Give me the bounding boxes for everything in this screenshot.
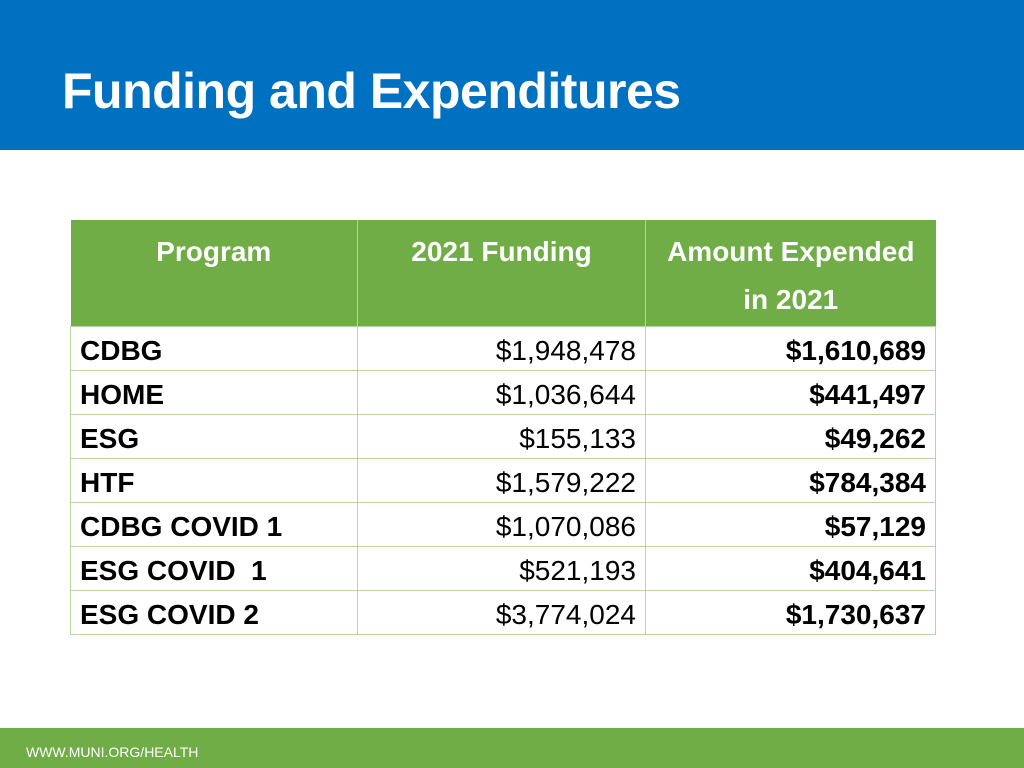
program-cell: CDBG [71, 327, 358, 371]
expended-cell: $57,129 [646, 503, 936, 547]
table-header-row [71, 220, 936, 327]
table-row [71, 547, 936, 591]
expended-cell: $49,262 [646, 415, 936, 459]
table-row [71, 415, 936, 459]
program-cell: HTF [71, 459, 358, 503]
program-cell: ESG [71, 415, 358, 459]
expended-cell: $441,497 [646, 371, 936, 415]
table-row [71, 371, 936, 415]
expended-cell: $784,384 [646, 459, 936, 503]
footer-url: WWW.MUNI.ORG/HEALTH [26, 744, 199, 760]
expended-cell: $1,610,689 [646, 327, 936, 371]
header-2021-funding: 2021 Funding [358, 220, 646, 327]
program-cell: CDBG COVID 1 [71, 503, 358, 547]
program-cell: ESG COVID 1 [71, 547, 358, 591]
program-cell: ESG COVID 2 [71, 591, 358, 635]
funding-cell: $1,948,478 [358, 327, 646, 371]
funding-cell: $3,774,024 [358, 591, 646, 635]
funding-cell: $1,579,222 [358, 459, 646, 503]
table-row [71, 327, 936, 371]
funding-cell: $155,133 [358, 415, 646, 459]
table-row [71, 459, 936, 503]
expended-cell: $404,641 [646, 547, 936, 591]
program-cell: HOME [71, 371, 358, 415]
header-amount-expended [646, 220, 936, 327]
funding-table [70, 220, 936, 635]
expended-cell: $1,730,637 [646, 591, 936, 635]
header-program: Program [71, 220, 358, 327]
header-amount-expended-line2: in 2021 [743, 284, 839, 315]
slide-title: Funding and Expenditures [62, 63, 681, 119]
funding-cell: $1,036,644 [358, 371, 646, 415]
header-amount-expended-line1: Amount Expended [667, 236, 915, 267]
funding-cell: $521,193 [358, 547, 646, 591]
table-row [71, 591, 936, 635]
funding-cell: $1,070,086 [358, 503, 646, 547]
table-row [71, 503, 936, 547]
